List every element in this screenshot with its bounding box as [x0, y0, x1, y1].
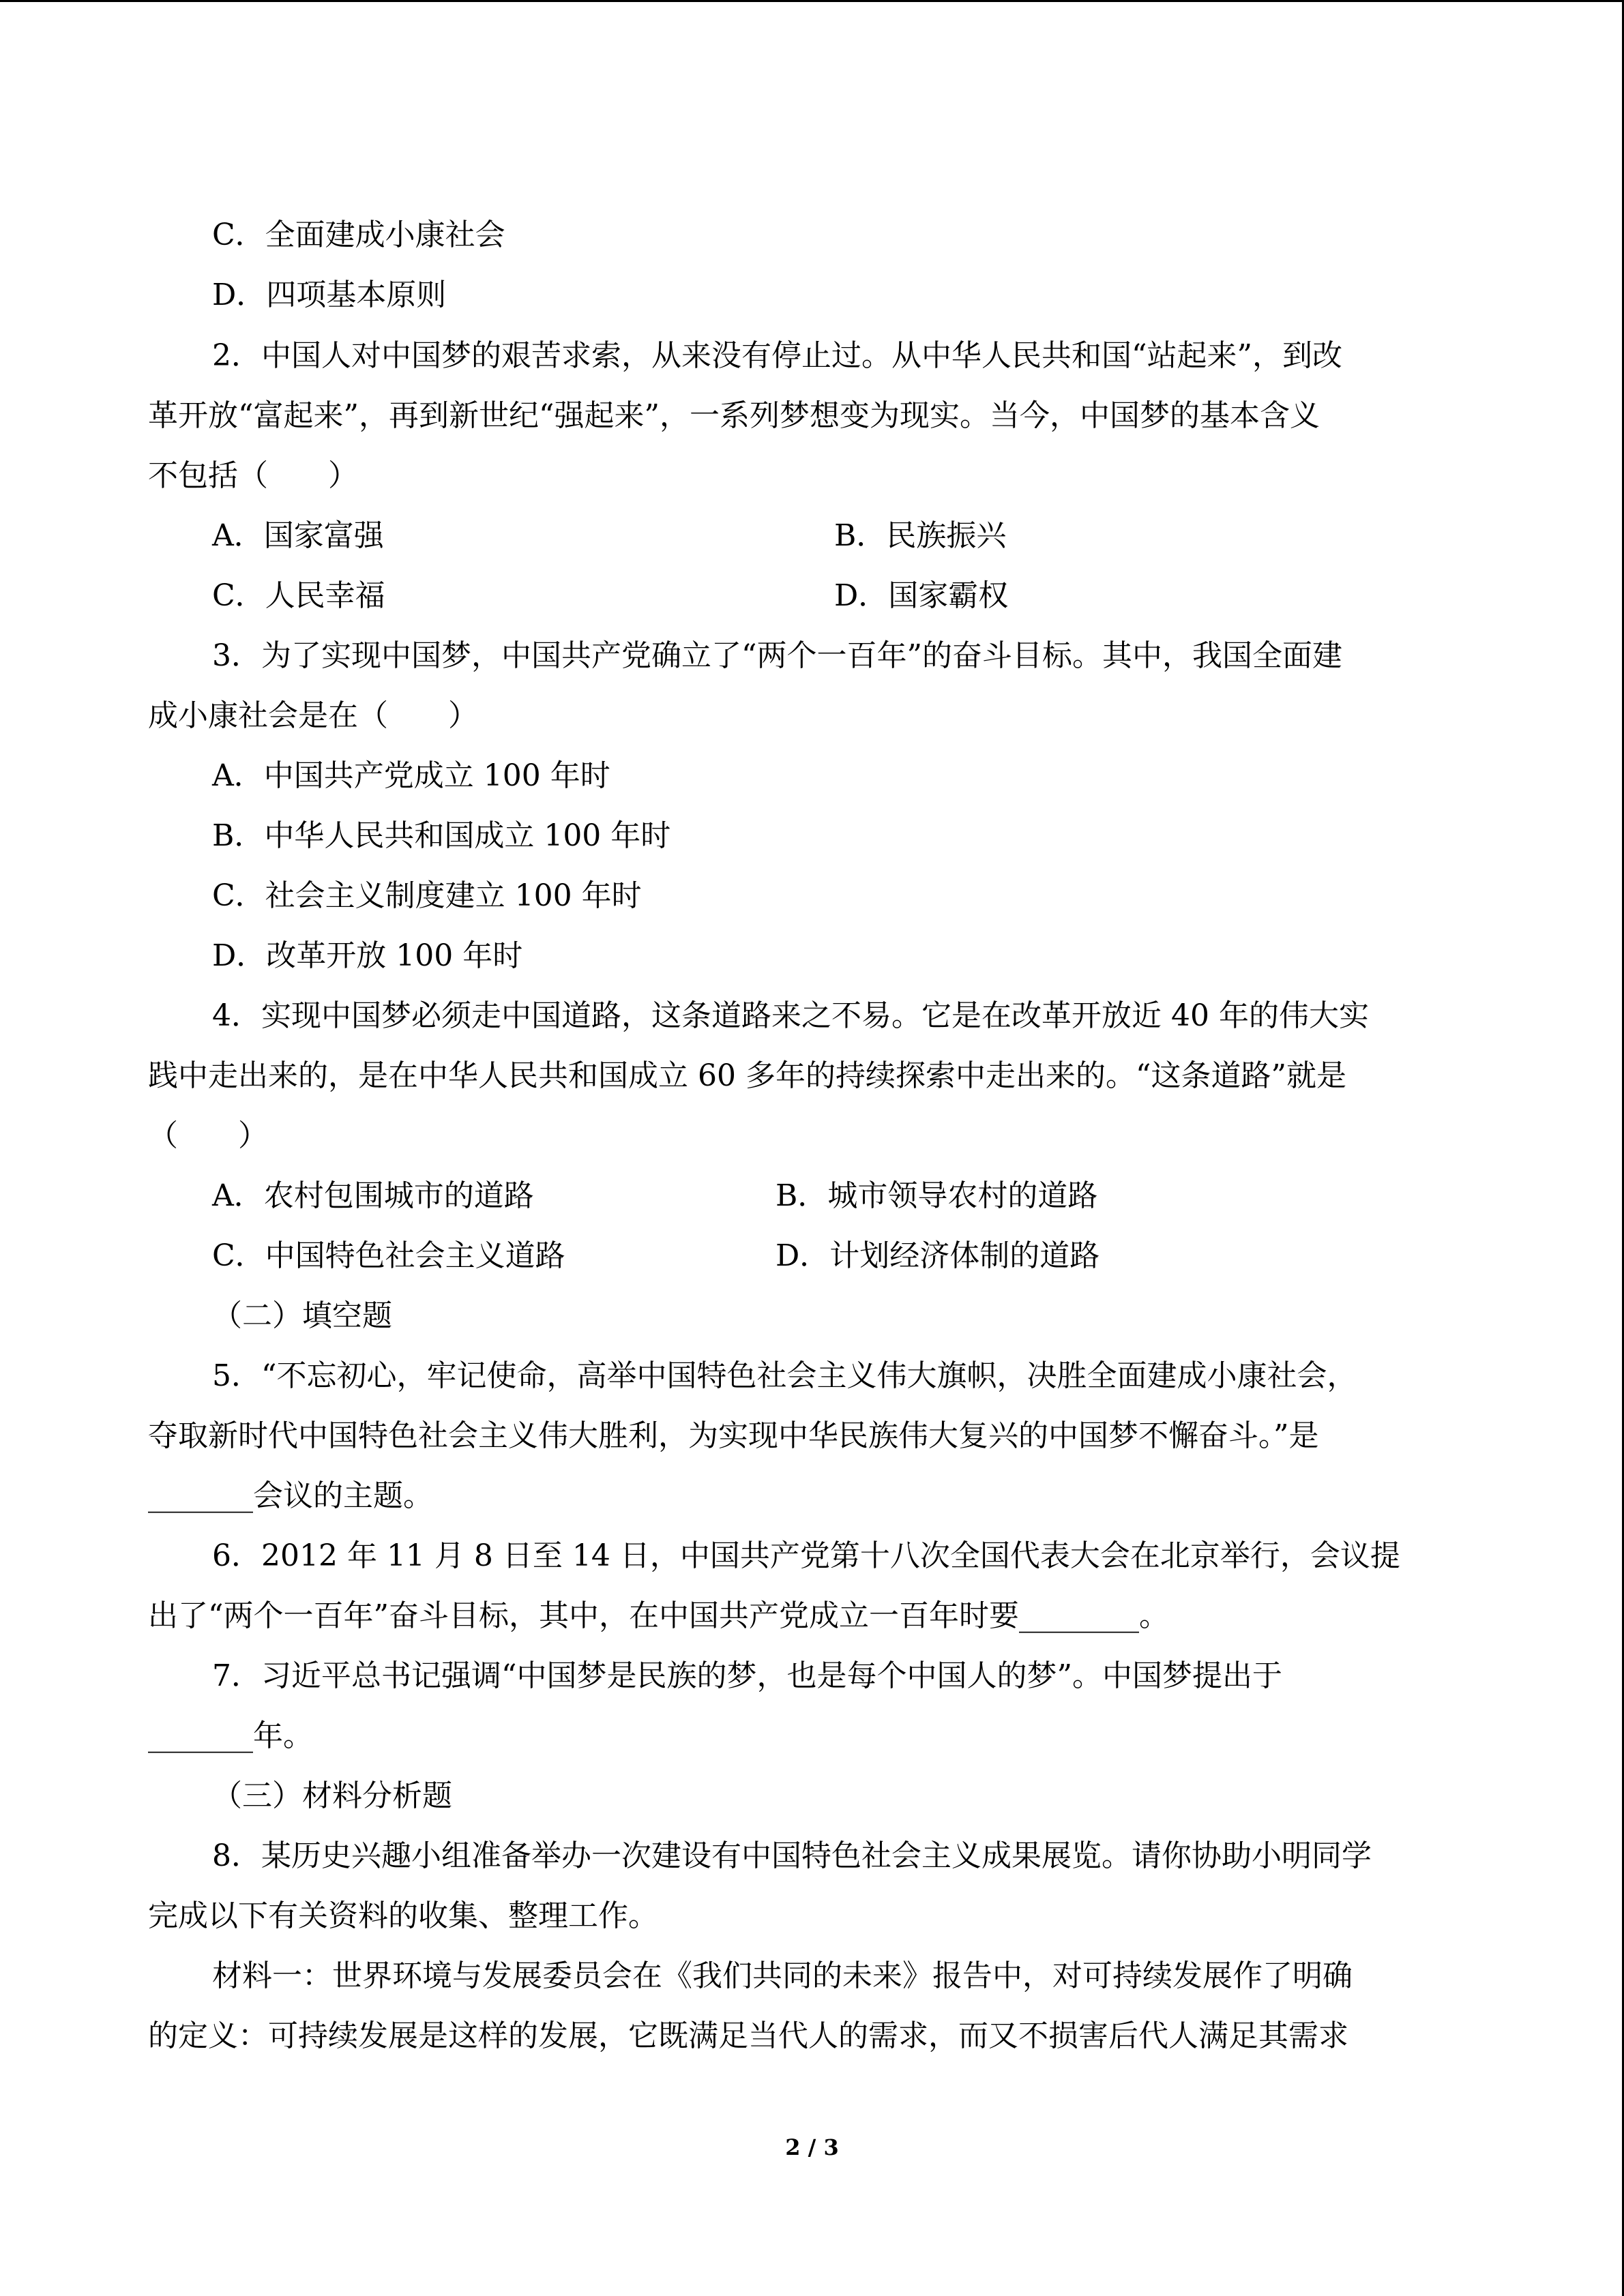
q2-line1: 2．中国人对中国梦的艰苦求索，从来没有停止过。从中华人民共和国“站起来”，到改: [212, 338, 1342, 373]
q6-line2: 出了“两个一百年”奋斗目标，其中，在中国共产党成立一百年时要________。: [148, 1598, 1169, 1633]
q4-option-d: D．计划经济体制的道路: [776, 1238, 1100, 1273]
q4-line2: 践中走出来的，是在中华人民共和国成立 60 多年的持续探索中走出来的。“这条道路”就是: [148, 1058, 1346, 1093]
q2-option-a: A．国家富强: [212, 518, 384, 553]
q8-material1-line1: 材料一：世界环境与发展委员会在《我们共同的未来》报告中，对可持续发展作了明确: [212, 1958, 1353, 1993]
q4-option-a: A．农村包围城市的道路: [212, 1178, 534, 1213]
q3-line1: 3．为了实现中国梦，中国共产党确立了“两个一百年”的奋斗目标。其中，我国全面建: [212, 638, 1342, 673]
q8-material1-line2: 的定义：可持续发展是这样的发展，它既满足当代人的需求，而又不损害后代人满足其需求: [148, 2018, 1348, 2053]
top-border: [0, 0, 1624, 2]
q2-line3: 不包括（ ）: [148, 458, 358, 493]
q7-line1: 7．习近平总书记强调“中国梦是民族的梦，也是每个中国人的梦”。中国梦提出于: [212, 1658, 1282, 1693]
q2-option-c: C．人民幸福: [212, 578, 385, 613]
section-fill-in-blank: （二）填空题: [212, 1298, 392, 1333]
q2-line2: 革开放“富起来”，再到新世纪“强起来”，一系列梦想变为现实。当今，中国梦的基本含义: [148, 398, 1320, 433]
q5-line3: _______会议的主题。: [148, 1478, 433, 1513]
q5-line2: 夺取新时代中国特色社会主义伟大胜利，为实现中华民族伟大复兴的中国梦不懈奋斗。”是: [148, 1418, 1319, 1453]
q2-option-d: D．国家霸权: [834, 578, 1009, 613]
q3-line2: 成小康社会是在（ ）: [148, 698, 478, 733]
q4-option-b: B．城市领导农村的道路: [776, 1178, 1098, 1213]
section-material-analysis: （三）材料分析题: [212, 1778, 452, 1813]
page-number: 2 / 3: [785, 2134, 839, 2160]
q8-line2: 完成以下有关资料的收集、整理工作。: [148, 1898, 658, 1933]
q3-option-b: B．中华人民共和国成立 100 年时: [212, 818, 671, 853]
q5-line1: 5．“不忘初心，牢记使命，高举中国特色社会主义伟大旗帜，决胜全面建成小康社会，: [212, 1358, 1357, 1393]
q3-option-a: A．中国共产党成立 100 年时: [212, 758, 610, 793]
q3-option-d: D．改革开放 100 年时: [212, 938, 523, 973]
q8-line1: 8．某历史兴趣小组准备举办一次建设有中国特色社会主义成果展览。请你协助小明同学: [212, 1838, 1372, 1873]
q2-option-b: B．民族振兴: [834, 518, 1007, 553]
q7-line2: _______年。: [148, 1718, 313, 1753]
q4-option-c: C．中国特色社会主义道路: [212, 1238, 565, 1273]
q1-option-c: C．全面建成小康社会: [212, 218, 505, 252]
q1-option-d: D．四项基本原则: [212, 278, 447, 312]
q4-line3: （ ）: [148, 1118, 268, 1153]
q6-line1: 6．2012 年 11 月 8 日至 14 日，中国共产党第十八次全国代表大会在北京举行，会议提: [212, 1538, 1400, 1573]
q3-option-c: C．社会主义制度建立 100 年时: [212, 878, 642, 913]
q4-line1: 4．实现中国梦必须走中国道路，这条道路来之不易。它是在改革开放近 40 年的伟大实: [212, 998, 1369, 1033]
